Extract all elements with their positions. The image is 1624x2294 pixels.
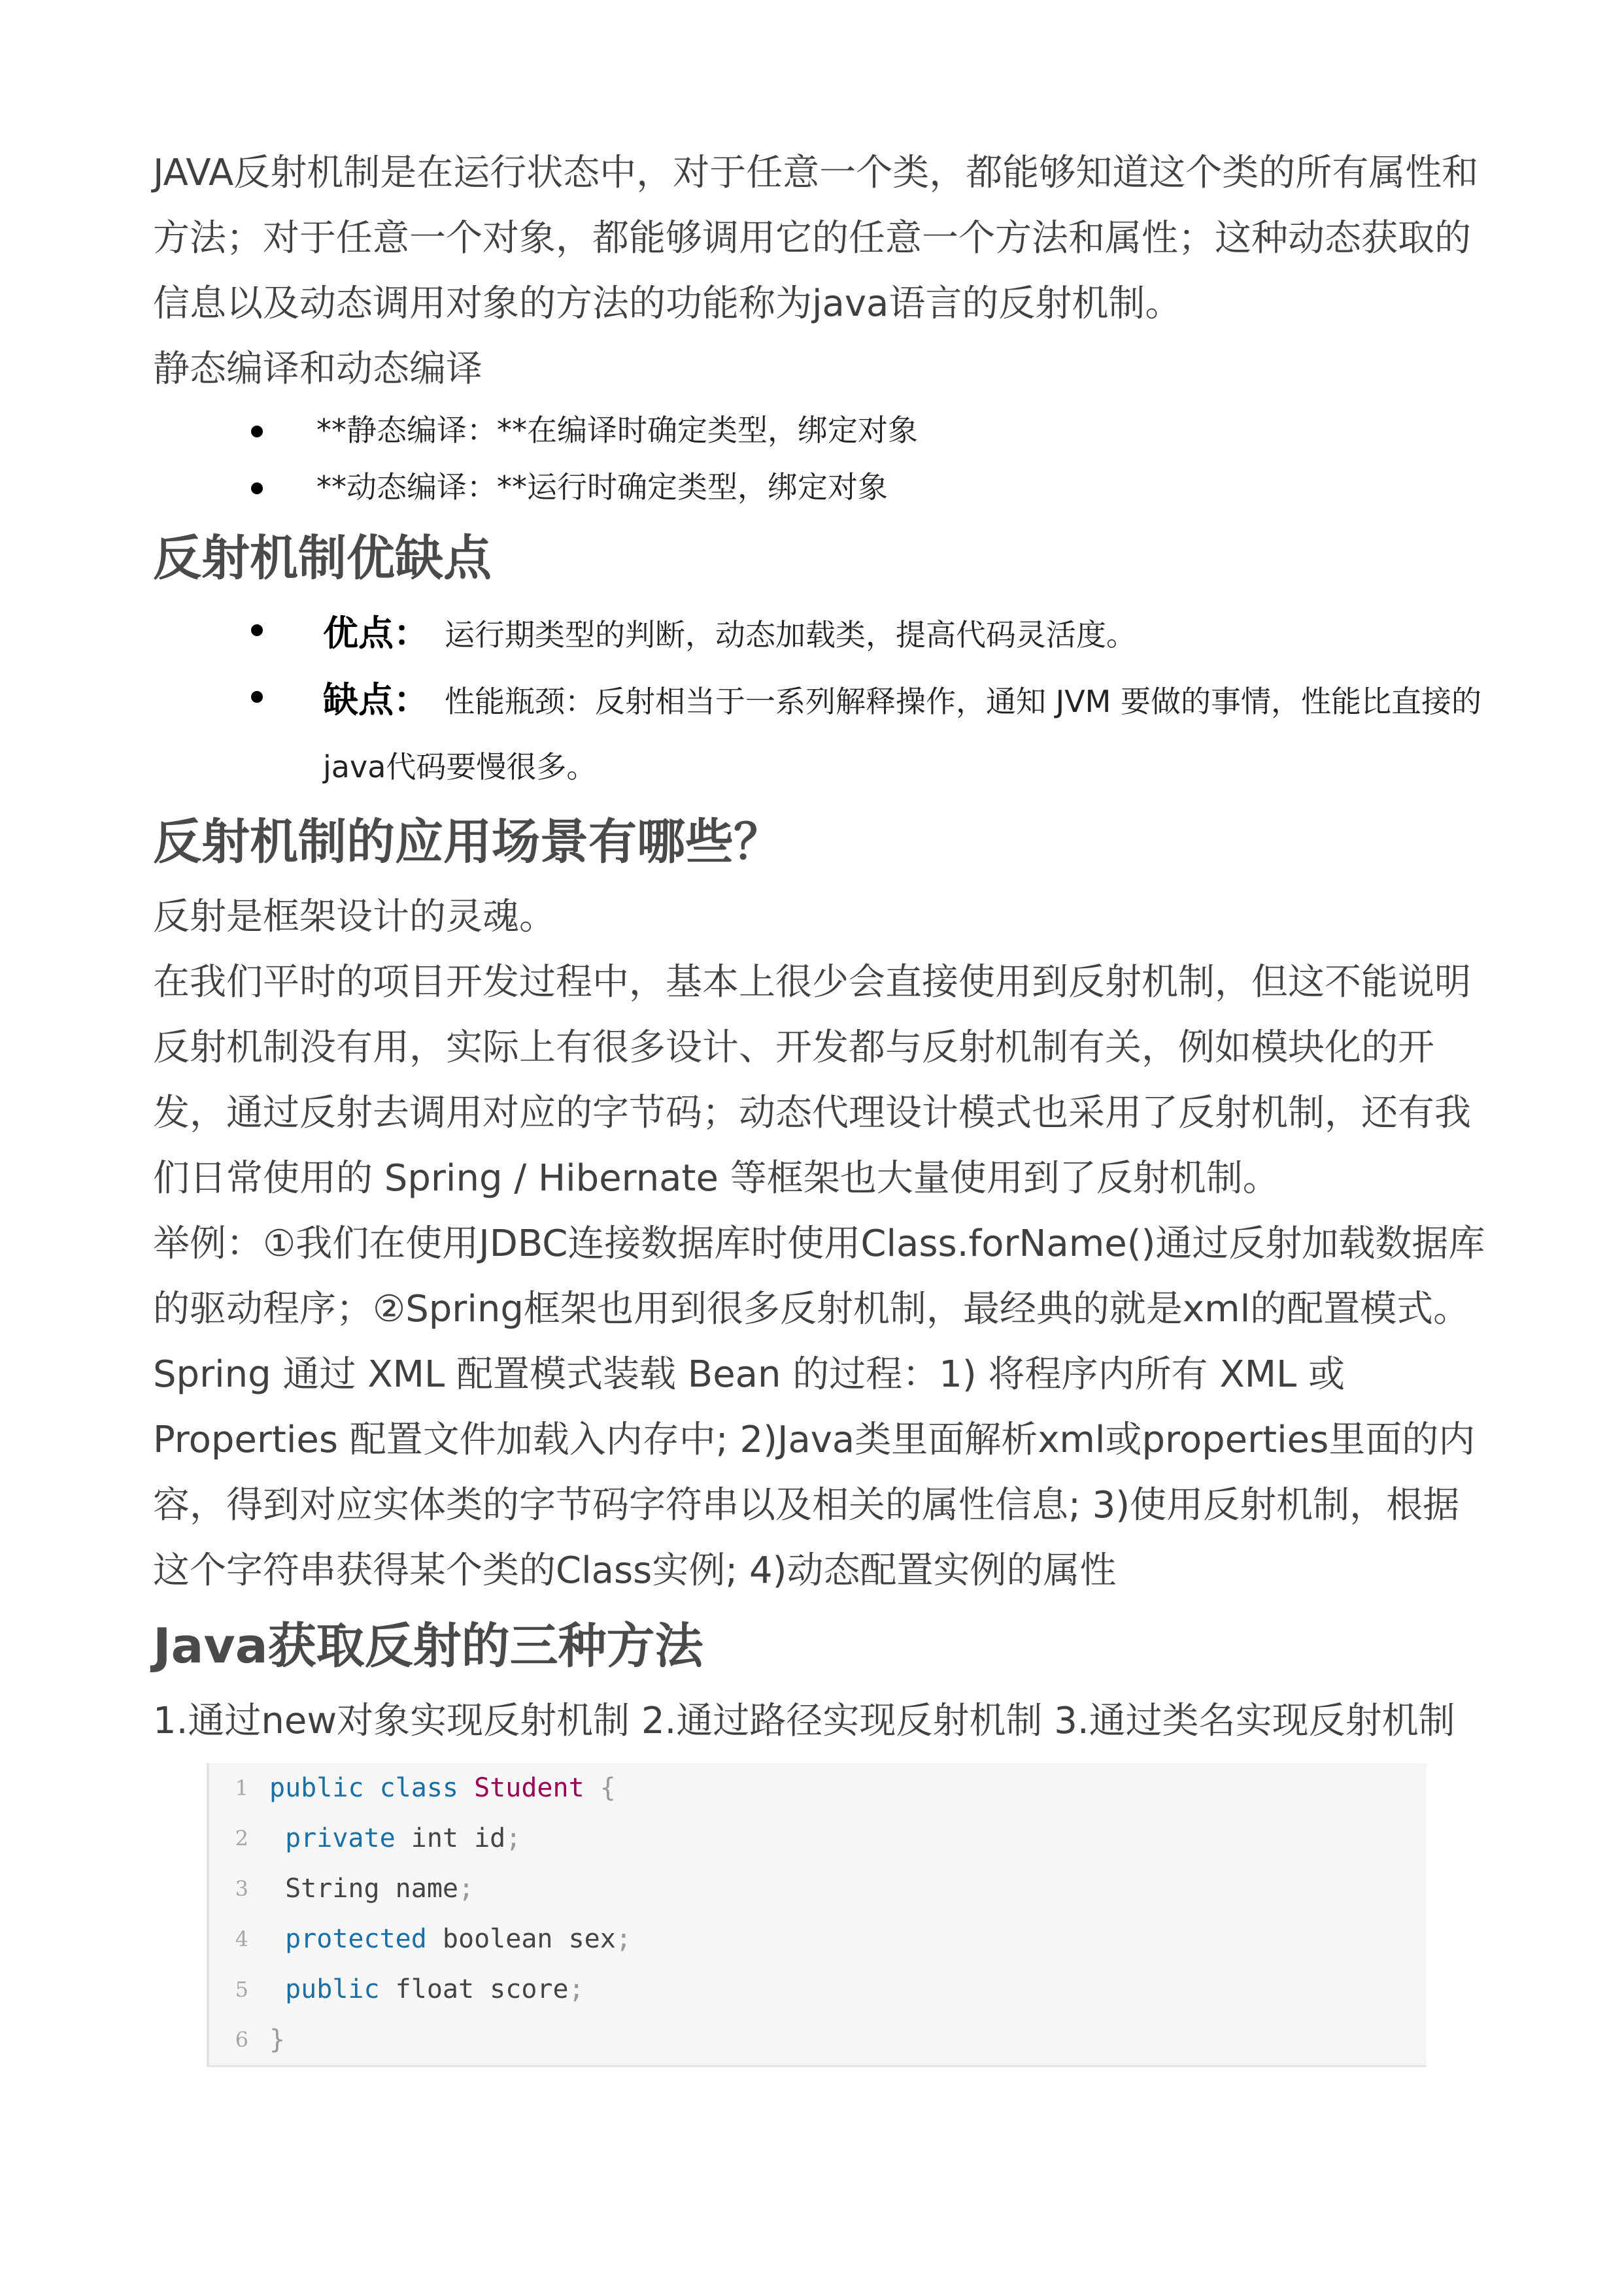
- code-line: [209, 1813, 1427, 1864]
- code-punctuation: ;: [505, 1823, 522, 1853]
- line-number: 3: [235, 1876, 248, 1901]
- code-line: [209, 1965, 1427, 2015]
- code-text: String name: [269, 1874, 458, 1904]
- pros-text: 运行期类型的判断，动态加载类，提高代码灵活度。: [445, 617, 1136, 652]
- code-punctuation: ;: [568, 1974, 584, 2004]
- code-keyword: public class: [269, 1773, 475, 1803]
- code-line: [209, 1914, 1427, 1965]
- code-class-name: Student: [474, 1773, 584, 1803]
- code-punctuation: }: [269, 2025, 286, 2055]
- use-case-paragraph-2: 在我们平时的项目开发过程中，基本上很少会直接使用到反射机制，但这不能说明反射机制没有用，实际上有很多设计、开发都与反射机制有关，例如模块化的开发，通过反射去调用对应的字节码；动态代理设计模式也采用了反射机制，还有我们日常使用的 Spring / Hibernate 等框架也大量使用到了反射机制。: [153, 961, 1471, 1200]
- section-heading-use-cases: 反射机制的应用场景有哪些？: [153, 814, 782, 870]
- code-line: [209, 1864, 1427, 1914]
- list-item: **静态编译：**在编译时确定类型，绑定对象: [153, 402, 1487, 459]
- use-case-paragraph-1: 反射是框架设计的灵魂。: [153, 896, 556, 938]
- line-number: 6: [235, 2027, 248, 2052]
- code-text: float score: [379, 1974, 569, 2004]
- code-line: [209, 1763, 1427, 1813]
- code-keyword: protected: [269, 1924, 427, 1954]
- code-keyword: public: [269, 1974, 380, 2004]
- list-item: [153, 667, 1487, 800]
- use-case-paragraph-3: 举例：①我们在使用JDBC连接数据库时使用Class.forName()通过反射加载数据库的驱动程序；②Spring框架也用到很多反射机制，最经典的就是xml的配置模式。Spring 通过 XML 配置模式装载 Bean 的过程：1) 将程序内所有 XML 或 Properties 配置文件加载入内存中; 2)Java类里面解析xml或properties里面的内容，得到对应实体类的字节码字符串以及相关的属性信息; 3)使用反射机制，根据这个字符串获得某个类的Class实例; 4)动态配置实例的属性: [153, 1223, 1485, 1592]
- line-number: 4: [235, 1927, 248, 1951]
- pros-label: 优点：: [323, 613, 429, 654]
- line-number: 1: [235, 1776, 248, 1800]
- line-number: 5: [235, 1977, 248, 2002]
- list-item: [153, 601, 1487, 667]
- compile-list: [153, 402, 1487, 516]
- code-punctuation: ;: [458, 1874, 475, 1904]
- section-heading-pros-cons: 反射机制优缺点: [153, 530, 492, 586]
- list-item: **动态编译：**运行时确定类型，绑定对象: [153, 459, 1487, 516]
- code-punctuation: {: [584, 1773, 616, 1803]
- code-line: [209, 2015, 1427, 2065]
- intro-paragraph: JAVA反射机制是在运行状态中，对于任意一个类，都能够知道这个类的所有属性和方法；对于任意一个对象，都能够调用它的任意一个方法和属性；这种动态获取的信息以及动态调用对象的方法的功能称为java语言的反射机制。: [153, 152, 1479, 325]
- code-text: boolean sex: [426, 1924, 616, 1954]
- methods-paragraph: 1.通过new对象实现反射机制 2.通过路径实现反射机制 3.通过类名实现反射机制: [153, 1700, 1455, 1742]
- intro-subtitle: 静态编译和动态编译: [153, 348, 482, 390]
- code-keyword: private: [269, 1823, 396, 1853]
- code-punctuation: ;: [615, 1924, 632, 1954]
- section-heading-three-methods: Java获取反射的三种方法: [153, 1618, 703, 1674]
- code-text: int id: [395, 1823, 506, 1853]
- pros-cons-list: [153, 601, 1487, 800]
- cons-text: 性能瓶颈：反射相当于一系列解释操作，通知 JVM 要做的事情，性能比直接的java代码要慢很多。: [323, 684, 1481, 784]
- cons-label: 缺点：: [323, 679, 429, 720]
- document-page: [153, 141, 1487, 2067]
- line-number: 2: [235, 1826, 248, 1851]
- code-block: [207, 1763, 1427, 2067]
